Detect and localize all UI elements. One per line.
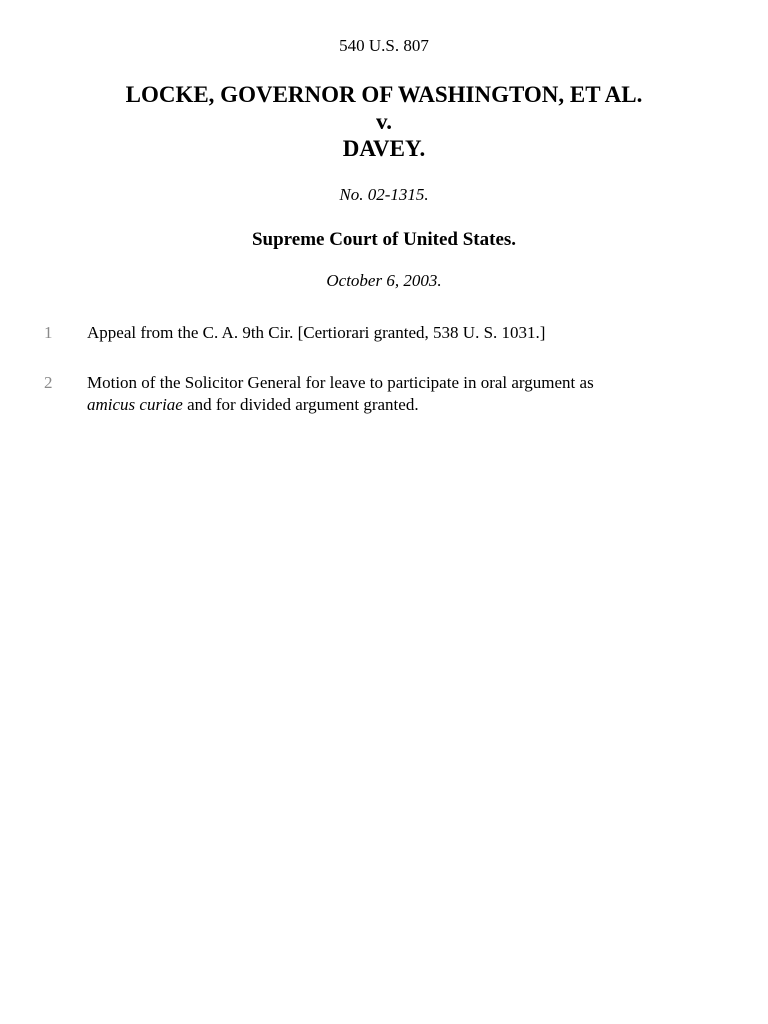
paragraph-text: Appeal from the C. A. 9th Cir. [Certiorari granted, 538 U. S. 1031.] <box>87 323 546 342</box>
case-title <box>0 81 768 162</box>
case-title-line-1: LOCKE, GOVERNOR OF WASHINGTON, ET AL. <box>125 82 643 107</box>
citation: 540 U.S. 807 <box>339 36 429 55</box>
paragraph-text-rest: and for divided argument granted. <box>182 395 419 414</box>
paragraph-text <box>87 372 697 416</box>
paragraph-number: 2 <box>44 373 53 392</box>
case-title-versus: v. <box>376 109 392 134</box>
paragraph-number: 1 <box>44 323 53 342</box>
amicus-curiae-italic: amicus curiae <box>87 395 183 414</box>
paragraph-text-line-1: Motion of the Solicitor General for leave to participate in oral argument as <box>87 373 594 392</box>
court-name: Supreme Court of United States. <box>251 229 517 250</box>
decision-date: October 6, 2003. <box>326 271 442 290</box>
docket-number: No. 02-1315. <box>339 185 429 204</box>
case-title-line-3: DAVEY. <box>342 136 426 161</box>
